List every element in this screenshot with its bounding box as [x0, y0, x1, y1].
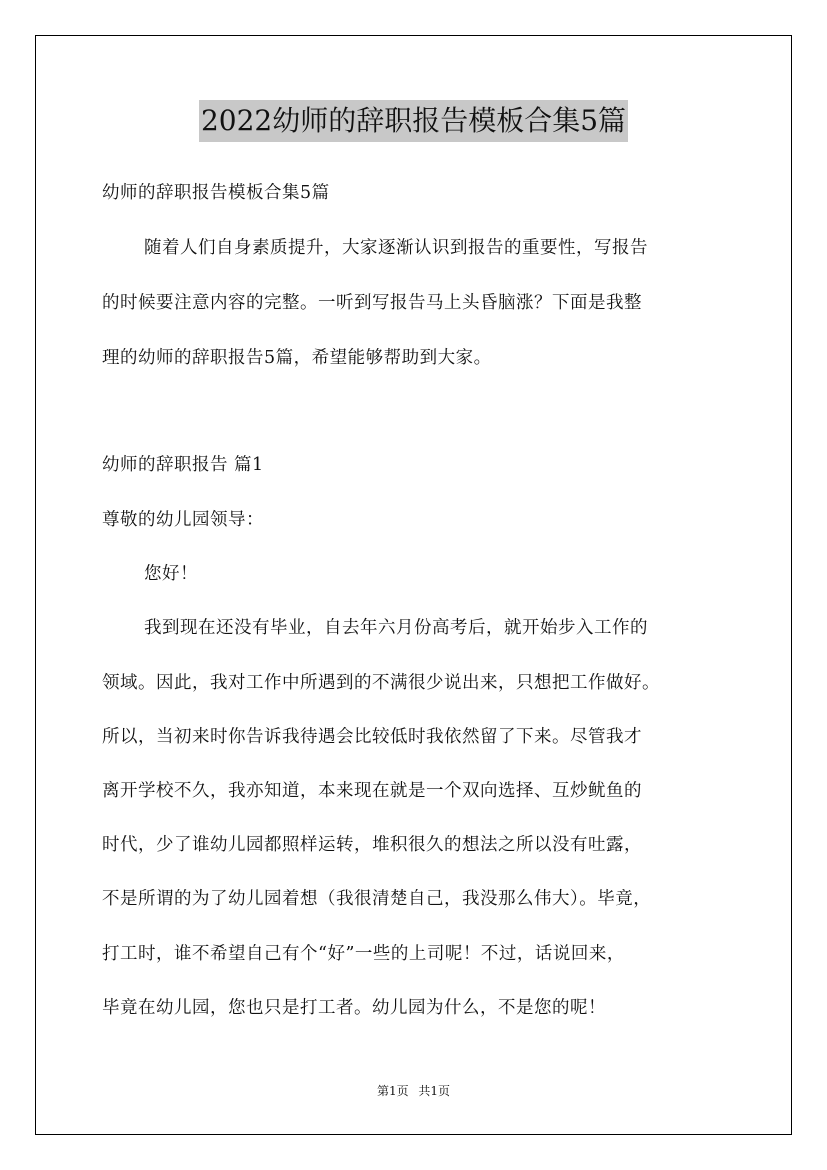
page-footer: [0, 1083, 827, 1099]
page-total: 共1页: [418, 1084, 451, 1098]
page-number: 第1页: [376, 1084, 409, 1098]
document-subtitle: 幼师的辞职报告模板合集5篇: [102, 183, 330, 203]
body-line-1: 我到现在还没有毕业，自去年六月份高考后，就开始步入工作的: [144, 618, 648, 638]
body-line-5: 时代，少了谁幼儿园都照样运转，堆积很久的想法之所以没有吐露，: [102, 835, 642, 855]
body-line-2: 领域。因此，我对工作中所遇到的不满很少说出来，只想把工作做好。: [102, 673, 660, 693]
body-line-3: 所以，当初来时你告诉我待遇会比较低时我依然留了下来。尽管我才: [102, 727, 642, 747]
section-heading: 幼师的辞职报告 篇1: [102, 455, 264, 475]
body-line-6: 不是所谓的为了幼儿园着想（我很清楚自己，我没那么伟大）。毕竟，: [102, 889, 652, 909]
body-line-8: 毕竟在幼儿园，您也只是打工者。幼儿园为什么，不是您的呢！: [102, 998, 606, 1018]
title-container: [0, 100, 827, 142]
body-line-7: 打工时，谁不希望自己有个“好”一些的上司呢！不过，话说回来，: [102, 944, 625, 964]
greeting: 您好！: [144, 564, 198, 584]
intro-line-3: 理的幼师的辞职报告5篇，希望能够帮助到大家。: [102, 348, 492, 368]
document-title: 2022幼师的辞职报告模板合集5篇: [199, 100, 628, 142]
body-line-4: 离开学校不久，我亦知道，本来现在就是一个双向选择、互炒鱿鱼的: [102, 781, 642, 801]
salutation: 尊敬的幼儿园领导：: [102, 510, 264, 530]
intro-line-2: 的时候要注意内容的完整。一听到写报告马上头昏脑涨？下面是我整: [102, 293, 642, 313]
intro-line-1: 随着人们自身素质提升，大家逐渐认识到报告的重要性，写报告: [144, 238, 648, 258]
